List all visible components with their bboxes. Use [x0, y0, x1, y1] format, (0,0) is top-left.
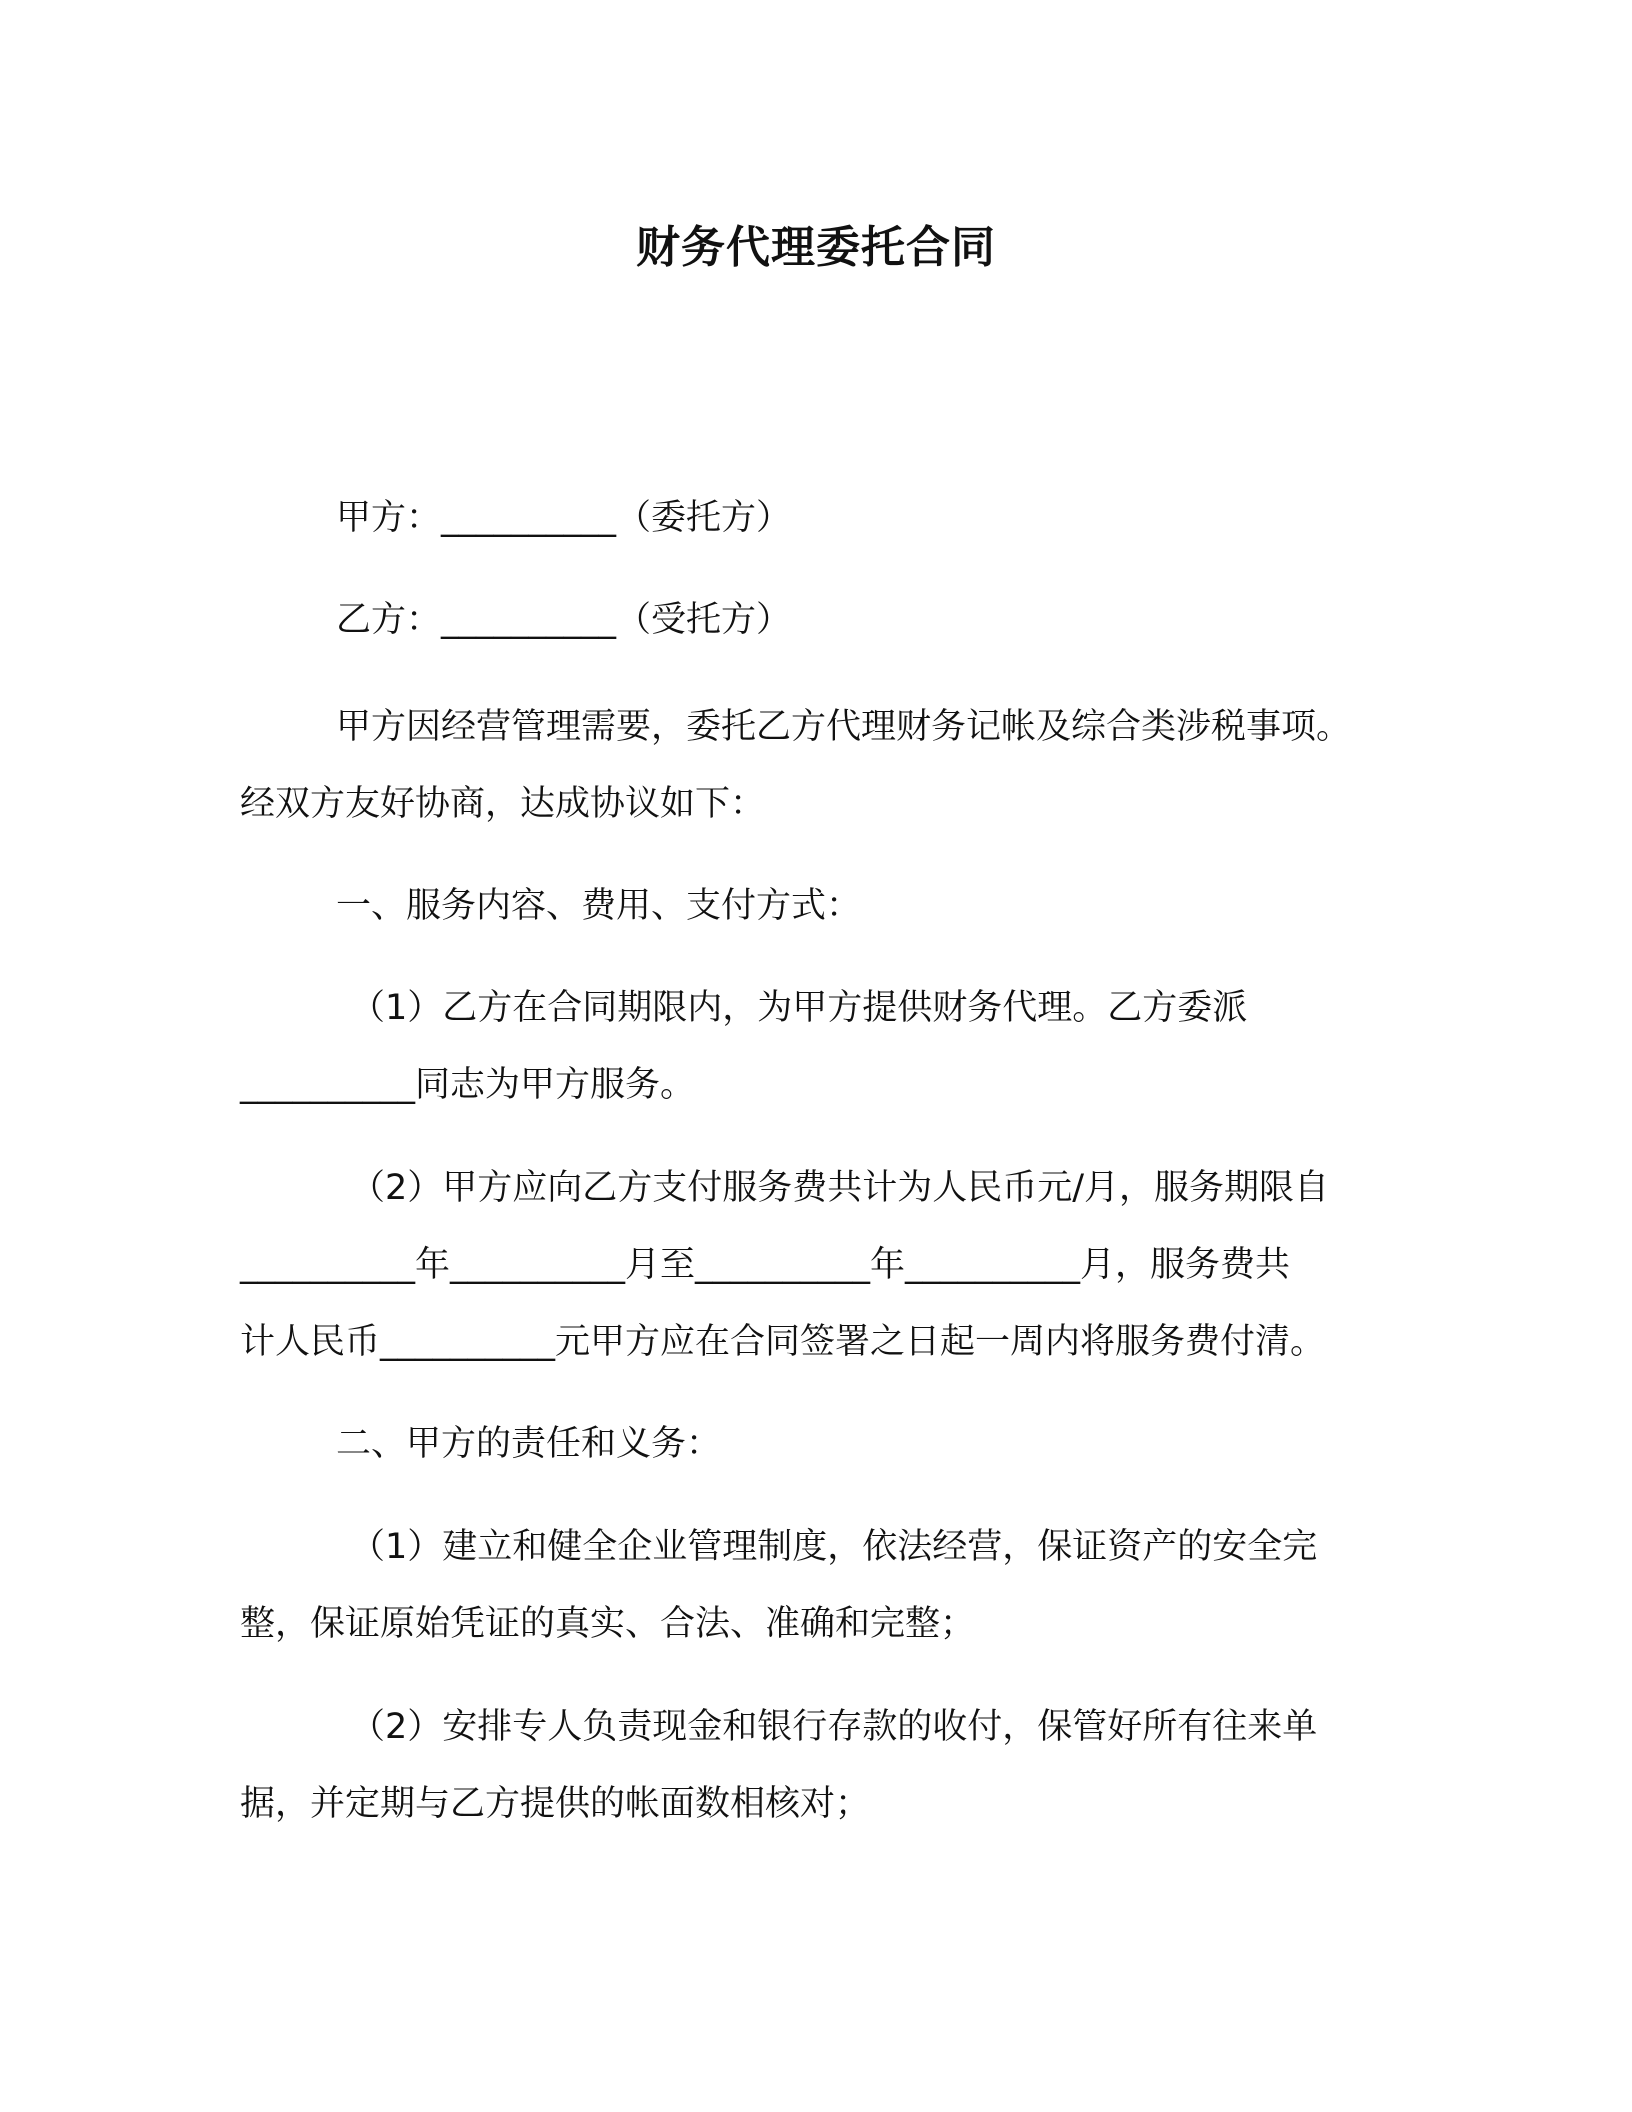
- clause-2-1-line-1: （1）建立和健全企业管理制度，依法经营，保证资产的安全完: [350, 1527, 1318, 1567]
- intro-line-2: 经双方友好协商，达成协议如下：: [240, 784, 766, 824]
- clause-1-1-line-1: （1）乙方在合同期限内，为甲方提供财务代理。乙方委派: [350, 988, 1248, 1028]
- party-a-line: 甲方：__________（委托方）: [336, 498, 792, 538]
- party-b-line: 乙方：__________（受托方）: [336, 600, 792, 640]
- clause-2-2-line-1: （2）安排专人负责现金和银行存款的收付，保管好所有往来单: [350, 1707, 1318, 1747]
- clause-1-2-line-2: __________年__________月至__________年__________月，服务费共: [240, 1245, 1291, 1285]
- intro-line-1: 甲方因经营管理需要，委托乙方代理财务记帐及综合类涉税事项。: [336, 707, 1352, 747]
- clause-1-1-line-2: __________同志为甲方服务。: [240, 1065, 696, 1105]
- section-2-heading: 二、甲方的责任和义务：: [336, 1424, 722, 1464]
- clause-2-1-line-2: 整，保证原始凭证的真实、合法、准确和完整；: [240, 1604, 976, 1644]
- clause-2-2-line-2: 据，并定期与乙方提供的帐面数相核对；: [240, 1784, 871, 1824]
- section-1-heading: 一、服务内容、费用、支付方式：: [336, 886, 862, 926]
- clause-1-2-line-1: （2）甲方应向乙方支付服务费共计为人民币元/月，服务期限自: [350, 1168, 1330, 1208]
- clause-1-2-line-3: 计人民币__________元甲方应在合同签署之日起一周内将服务费付清。: [240, 1322, 1326, 1362]
- document-title: 财务代理委托合同: [636, 222, 996, 273]
